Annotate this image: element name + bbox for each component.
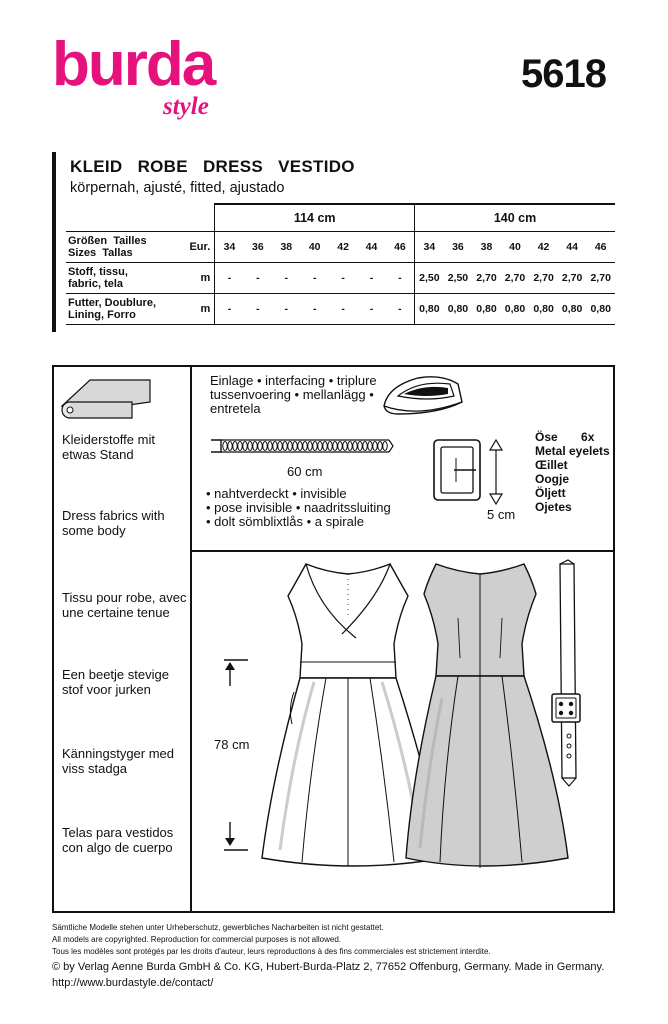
length-arrow-bottom-icon	[222, 820, 252, 854]
table-row	[66, 263, 615, 294]
fabric-line: Een beetje stevige	[62, 667, 169, 682]
fabric-line: Tissu pour robe, avec	[62, 590, 187, 605]
size-cell: 46	[386, 232, 415, 263]
eyelets-line: Œillet	[535, 458, 568, 472]
zipper-icon	[207, 432, 397, 460]
eyelets-text	[535, 430, 610, 514]
copyright-de: Sämtliche Modelle stehen unter Urheberschutz, gewerbliches Nacharbeiten ist nicht gestattet.	[52, 923, 384, 932]
fabric-roll-icon	[60, 372, 155, 420]
dress-length: 78 cm	[214, 737, 250, 752]
size-cell: 38	[472, 232, 501, 263]
row-unit: m	[169, 294, 215, 325]
eyelets-line: Ojetes	[535, 500, 572, 514]
row-label: Stoff, tissu,	[68, 266, 128, 278]
size-cell: 34	[215, 232, 244, 263]
interfacing-text	[210, 374, 377, 416]
size-unit: Eur.	[169, 232, 215, 263]
iron-icon	[378, 372, 466, 420]
value-cell: 0,80	[415, 294, 444, 325]
value-cell: 2,50	[444, 263, 473, 294]
pattern-number: 5618	[521, 52, 606, 96]
page-subtitle: körpernah, ajusté, fitted, ajustado	[70, 180, 285, 196]
fabric-text-es	[62, 825, 173, 855]
value-cell: 0,80	[586, 294, 615, 325]
contact-link[interactable]: http://www.burdastyle.de/contact/	[52, 977, 214, 989]
value-cell: 0,80	[529, 294, 558, 325]
value-cell: 2,70	[558, 263, 587, 294]
copyright-en: All models are copyrighted. Reproduction for commercial purposes is not allowed.	[52, 935, 342, 944]
value-cell: -	[244, 263, 272, 294]
eyelets-line: Öse 6x	[535, 430, 595, 444]
value-cell: 2,70	[586, 263, 615, 294]
fabric-text-de	[62, 432, 155, 462]
value-cell: 2,70	[472, 263, 501, 294]
eyelets-line: Öljett	[535, 486, 566, 500]
size-cell: 40	[501, 232, 530, 263]
zipper-line: • dolt sömblixtlås • a spirale	[206, 514, 364, 529]
fabric-text-sv	[62, 746, 174, 776]
value-cell: -	[244, 294, 272, 325]
zipper-length: 60 cm	[287, 464, 323, 479]
value-cell: -	[357, 294, 385, 325]
value-cell: -	[329, 294, 357, 325]
value-cell: 0,80	[472, 294, 501, 325]
value-cell: -	[215, 263, 244, 294]
size-table	[66, 203, 615, 325]
length-arrow-top-icon	[222, 656, 252, 688]
value-cell: 2,50	[415, 263, 444, 294]
zipper-line: • nahtverdeckt • invisible	[206, 486, 347, 501]
value-cell: 0,80	[558, 294, 587, 325]
eyelets-line: Metal eyelets	[535, 444, 610, 458]
fabric-text-fr	[62, 590, 187, 620]
brand-logo: burda	[52, 30, 215, 99]
value-cell: 0,80	[444, 294, 473, 325]
fabric-line: stof voor jurken	[62, 682, 151, 697]
zipper-text	[206, 487, 391, 529]
size-cell: 46	[586, 232, 615, 263]
brand-logo-style: style	[163, 93, 209, 120]
fabric-text-en	[62, 508, 165, 538]
value-cell: -	[272, 294, 300, 325]
fabric-line: some body	[62, 523, 126, 538]
interfacing-line: entretela	[210, 401, 261, 416]
value-cell: 2,70	[501, 263, 530, 294]
title-accent-bar	[52, 152, 56, 332]
size-cell: 38	[272, 232, 300, 263]
fabric-line: une certaine tenue	[62, 605, 170, 620]
table-row	[66, 294, 615, 325]
fabric-line: viss stadga	[62, 761, 128, 776]
size-cell: 44	[357, 232, 385, 263]
size-cell: 40	[300, 232, 328, 263]
size-cell: 34	[415, 232, 444, 263]
fabric-text-nl	[62, 667, 169, 697]
value-cell: -	[357, 263, 385, 294]
copyright-fr: Tous les modèles sont protégés par les droits d'auteur, leurs reproductions à des fins commerciales est strictement interdite.	[52, 947, 491, 956]
width-header-114: 114 cm	[215, 204, 415, 232]
section-divider	[192, 550, 615, 552]
table-row	[66, 232, 615, 263]
size-cell: 42	[529, 232, 558, 263]
value-cell: -	[386, 294, 415, 325]
row-label: fabric, tela	[68, 278, 124, 290]
value-cell: -	[329, 263, 357, 294]
value-cell: -	[215, 294, 244, 325]
buckle-icon	[432, 438, 508, 506]
page-title: KLEID ROBE DRESS VESTIDO	[70, 157, 355, 176]
fabric-line: Känningstyger med	[62, 746, 175, 761]
fabric-line: con algo de cuerpo	[62, 840, 173, 855]
fabric-line: Kleiderstoffe mit	[62, 432, 155, 447]
value-cell: -	[386, 263, 415, 294]
value-cell: -	[272, 263, 300, 294]
belt-illustration	[546, 558, 590, 790]
value-cell: 2,70	[529, 263, 558, 294]
interfacing-line: tussenvoering • mellanlägg •	[210, 387, 374, 402]
eyelets-line: Oogje	[535, 472, 570, 486]
fabric-line: Telas para vestidos	[62, 825, 174, 840]
size-cell: 36	[244, 232, 272, 263]
row-label: Futter, Doublure,	[68, 297, 156, 309]
size-cell: 36	[444, 232, 473, 263]
row-unit: m	[169, 263, 215, 294]
value-cell: -	[300, 263, 328, 294]
interfacing-line: Einlage • interfacing • triplure	[210, 373, 377, 388]
value-cell: 0,80	[501, 294, 530, 325]
buckle-size: 5 cm	[487, 507, 516, 522]
fabric-line: Dress fabrics with	[62, 508, 165, 523]
column-divider	[190, 365, 192, 913]
size-cell: 42	[329, 232, 357, 263]
width-header-140: 140 cm	[415, 204, 615, 232]
value-cell: -	[300, 294, 328, 325]
fabric-line: etwas Stand	[62, 447, 134, 462]
zipper-line: • pose invisible • naadritssluiting	[206, 500, 391, 515]
publisher-address: © by Verlag Aenne Burda GmbH & Co. KG, Hubert-Burda-Platz 2, 77652 Offenburg, Germany. Made in Germany.	[52, 961, 605, 973]
size-cell: 44	[558, 232, 587, 263]
row-label: Lining, Forro	[68, 309, 136, 321]
size-label: Größen Tailles	[68, 235, 147, 247]
size-label: Sizes Tallas	[68, 247, 133, 259]
